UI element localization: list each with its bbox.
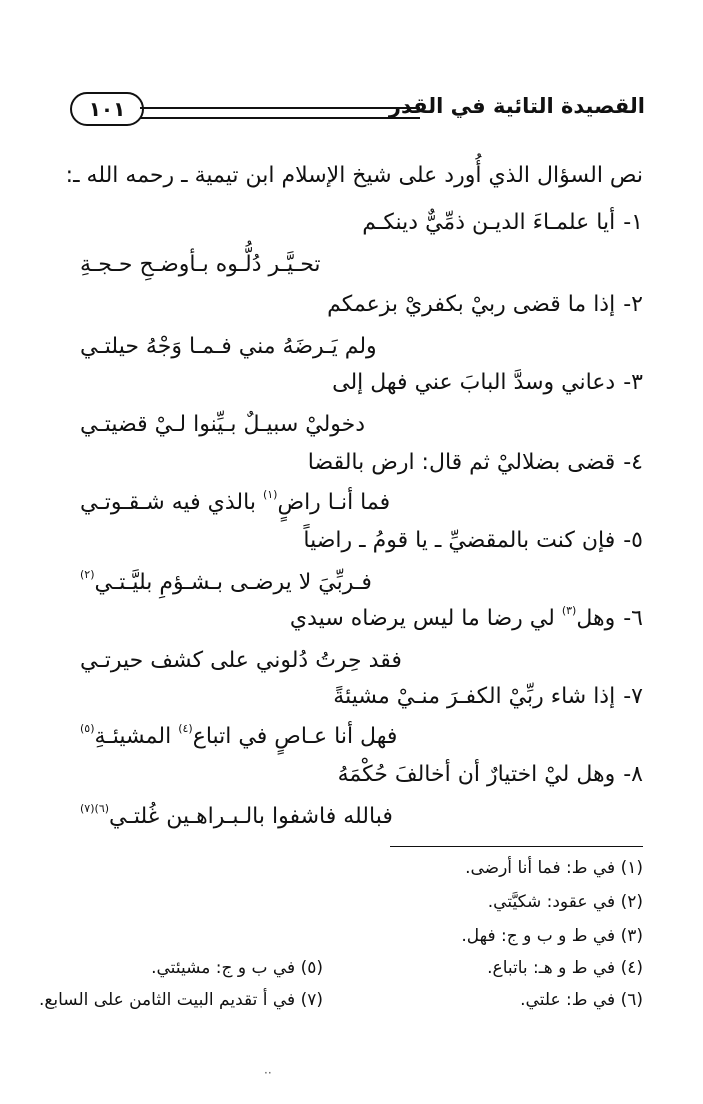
verse-text: وهل ليْ اختيارٌ أن أخالفَ حُكْمَهُ [337,762,616,787]
running-title: القصيدة التائية في القدر [388,94,645,118]
verse-5-first-hemistich [303,528,643,553]
verse-3-second-hemistich: دخوليْ سبيـلٌ بـيِّنوا لـيْ قضيتـي [80,412,366,437]
verse-text: فما أنـا راضٍ [277,490,391,515]
footnote-text: في ط و ب و ج: فهل. [461,926,616,946]
verse-text: لي رضا ما ليس يرضاه سيدي [289,606,562,631]
intro-text: نص السؤال الذي أُورد على شيخ الإسلام ابن تيمية ـ رحمه الله ـ: [65,163,643,188]
verse-number: ٨- [623,762,643,787]
footnote-marker: (٤) [620,958,643,978]
verse-text: إذا ما قضى ربيْ بكفريْ بزعمكم [327,292,616,317]
footnote-ref: (١) [262,488,278,501]
verse-4-second-hemistich [80,490,390,515]
footnote-ref: (٤) [178,722,193,735]
verse-number: ٣- [623,370,643,395]
verse-text: دعاني وسدَّ البابَ عني فهل إلى [332,370,616,395]
verse-6-second-hemistich: فقد حِرتُ دُلوني على كشف حيرتـي [80,648,402,673]
verse-8-second-hemistich [80,804,393,829]
verse-number: ١- [623,210,643,235]
footnote-ref: (٥) [80,722,95,735]
footnote-ref: (٣) [561,604,577,617]
footnote-marker: (٥) [300,958,323,978]
footnote-1 [465,858,643,878]
verse-text: فـربِّيَ لا يرضـى بـشـؤمِ بليَّـتـي [94,570,372,595]
verse-1-first-hemistich [362,210,643,235]
footnote-text: في ط: علتي. [520,990,616,1010]
verse-number: ٥- [623,528,643,553]
verse-text: أيا علمـاءَ الديـن ذمِّيٌّ دينكـم [362,210,616,235]
verse-2-second-hemistich: ولم يَـرضَهُ مني فـمـا وَجْهُ حيلتـي [80,334,377,359]
page-number: ١٠١ [88,97,126,121]
footnote-text: في ط و هـ: باتباع. [487,958,616,978]
footnote-text: في عقود: شكيَّتي. [487,892,616,912]
footnote-text: في ب و ج: مشيئتي. [151,958,296,978]
verse-text: المشيئـةِ [94,724,179,749]
verse-number: ٦- [623,606,643,631]
verse-text: وهل [576,606,616,631]
footnote-5 [151,958,323,978]
page-header [70,92,645,132]
footnote-marker: (٢) [620,892,643,912]
header-rule [140,107,420,119]
footnote-2 [488,892,643,912]
footnote-4 [487,958,643,978]
footnote-ref: (٢) [80,568,95,581]
footnote-marker: (٧) [300,990,323,1010]
verse-3-first-hemistich [332,370,643,395]
verse-6-first-hemistich [290,606,643,631]
verse-text: إذا شاء ربِّيْ الكفـرَ منـيْ مشيئةً [333,684,616,709]
footnote-marker: (٣) [620,926,643,946]
scan-speck: ·· [264,1066,272,1080]
verse-text: فإن كنت بالمقضيِّ ـ يا قومُ ـ راضياً [303,528,616,553]
footnote-divider [390,846,643,847]
footnote-text: في أ تقديم البيت الثامن على السابع. [38,990,296,1010]
footnote-6 [520,990,643,1010]
footnote-3 [461,926,643,946]
verse-8-first-hemistich [338,762,643,787]
verse-4-first-hemistich [308,450,643,475]
verse-text: فهل أنا عـاصٍ في اتباع [192,724,398,749]
verse-5-second-hemistich [80,570,372,595]
verse-1-second-hemistich: تحـيَّـر دُلُّـوه بـأوضـحِ حـجـةِ [80,252,321,277]
verse-number: ٧- [623,684,643,709]
verse-7-first-hemistich [333,684,643,709]
verse-text: بالذي فيه شـقـوتـي [80,490,263,515]
footnote-marker: (٦) [620,990,643,1010]
verse-7-second-hemistich [80,724,397,749]
footnote-7 [39,990,323,1010]
footnote-text: في ط: فما أنا أرضى. [465,858,616,878]
page-number-badge [70,92,144,126]
verse-2-first-hemistich [327,292,643,317]
verse-text: فبالله فاشفوا بالـبـراهـين غُلتـي [109,804,393,829]
verse-number: ٢- [623,292,643,317]
footnote-marker: (١) [620,858,643,878]
verse-text: قضى بضلاليْ ثم قال: ارض بالقضا [307,450,616,475]
verse-number: ٤- [623,450,643,475]
footnote-ref: (٦)(٧) [80,802,110,815]
